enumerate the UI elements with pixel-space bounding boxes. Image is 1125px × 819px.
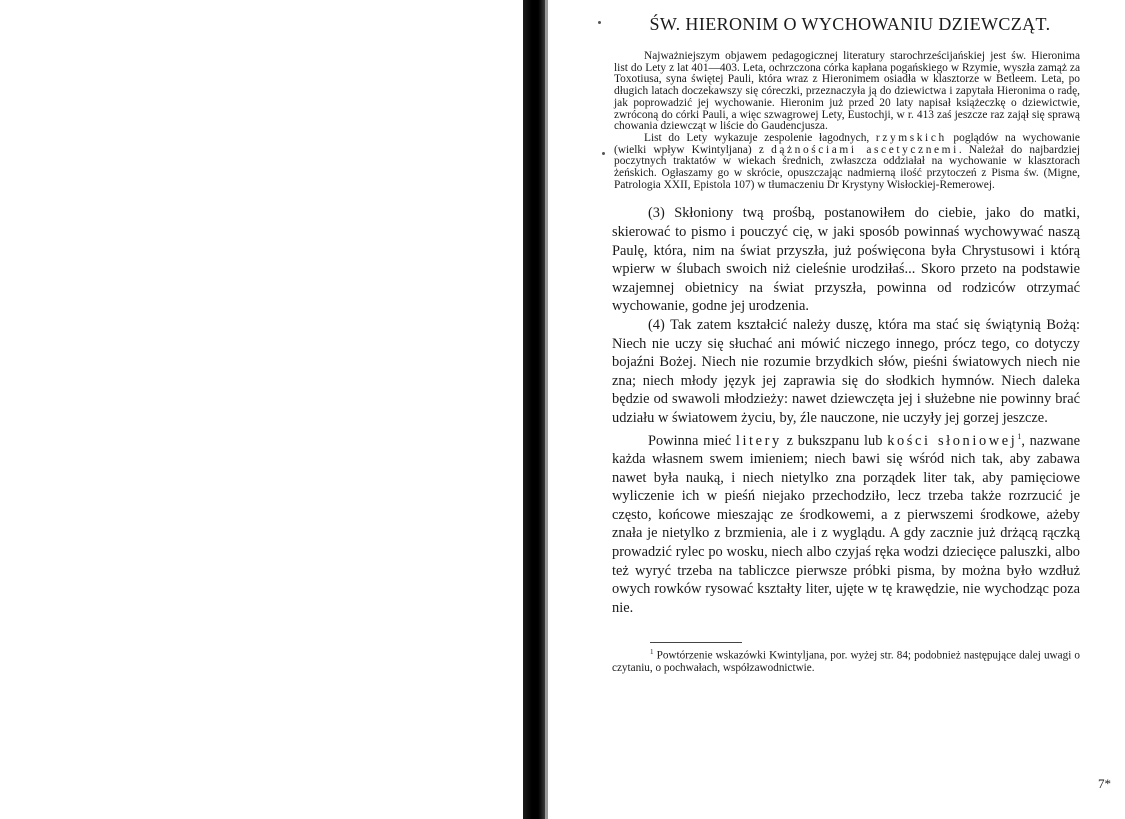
footnote-rule [650, 642, 742, 643]
body-paragraph-1: (3) Skłoniony twą prośbą, postanowiłem do ciebie, jako do matki, skierować to pismo i pouczyć cię, w jaki sposób powinnaś wychowywać naszą Paulę, która, nim na świat przyszła, już poświęcona była Chrystusowi i którą wpierw w ślubach swoich niż cieleśnie urodziłaś... Skoro przeto na podstawie wzajemnej obietnicy na świat przyszła, powinna od rodziców otrzymać wychowanie, godne jej urodzenia. [612, 205, 1080, 315]
main-text [612, 204, 1080, 617]
footnote [612, 647, 1080, 674]
intro-text: poglądów na wychowanie (wielki wpływ Kwintyljana) z [614, 131, 1080, 156]
body-paragraph-3 [612, 428, 1080, 618]
body-spaced-word: kości słoniowej [887, 432, 1018, 449]
body-text: , nazwane każda własnem swem imieniem; niech bawi się wśród nich tak, aby zabawa nawet była nauką, i niech nietylko zna porządek liter tak, aby pamięciowe wyliczenie ich w pieśń niejako przechodziło, lecz trzeba także rozrzucić je często, końcowe mieszając ze środkowemi, a z pierwszemi środkowe, ażeby znała je nietylko z brzmienia, ale i z wyglądu. A gdy zacznie już drżącą rączką prowadzić rylec po wosku, niech albo czyjaś ręka wodzi dziecięce paluszki, albo też wyryć trzeba na tabliczce pierwsze próbki pisma, by można było wzdłuż owych rowków rysować kształty liter, ujęte w tę krawędzie, nie wychodząc poza nie. [612, 432, 1081, 616]
body-spaced-word: litery [735, 432, 782, 449]
body-paragraph-2: (4) Tak zatem kształcić należy duszę, która ma stać się świątynią Bożą: Niech nie uczy się słuchać ani mówić niczego innego, prócz tego, co dotyczy bojaźni Bożej. Niech nie rozumie brzydkich słów, pieśni światowych niech nie zna; niech młody język jej zaprawia się do słodkich hymnów. Niech daleka będzie od swawoli młodzieży: nawet dziewczęta jej i służebne nie powinny brać udziału w światowem życiu, by, źle nauczone, nie uczyły jej gorzej jeszcze. [612, 317, 1080, 426]
intro-text: . Należał do najbardziej poczytnych traktatów w wiekach średnich, zwłaszcza oddziałał na wychowanie w klasztorach żeńskich. Ogłaszamy go w skrócie, opuszczając nadmierną ilość przytoczeń z Pisma św. (Migne, Patrologia XXII, Epistola 107) w tłumaczeniu Dr Krystyny Wisłockiej-Remerowej. [614, 143, 1080, 191]
scan-spine-edge [545, 0, 548, 819]
scan-speck [602, 152, 605, 155]
book-page [612, 10, 1080, 675]
intro-spaced-word: dążnościami ascetycznemi [771, 143, 959, 156]
body-text: z bukszpanu lub [781, 432, 888, 449]
scan-spine [523, 0, 545, 819]
intro-text: List do Lety wykazuje zespolenie łagodnych, [644, 131, 876, 144]
footnote-marker: 1 [650, 648, 654, 657]
footnote-reference: 1 [1017, 431, 1022, 441]
intro-paragraph-1: Najważniejszym objawem pedagogicznej literatury starochrześcijańskiej jest św. Hieronima list do Lety z lat 401—403. Leta, ochrzczona córka kapłana pogańskiego w Rzymie, wyszła zamąż za Toxotiusa, syna świętej Pauli, która wraz z Hieronimem osiadła w klasztorze w Betleem. Leta, po długich latach doczekawszy się córeczki, przeznaczyła ją do dziewictwa i zapytała Hieronima o radę, jak poprowadzić jej wychowanie. Hieronim już przed 20 laty napisał książeczkę o dziewictwie, zwróconą do córki Pauli, a więc szwagrowej Lety, Eustochji, w r. 413 zaś jeszcze raz zajął się sprawą chowania dziewcząt w liście do Gaudencjusza. [614, 50, 1080, 133]
page-number: 7* [1098, 776, 1111, 791]
intro-section [612, 51, 1080, 191]
scan-speck [598, 21, 601, 24]
page-title: ŚW. HIERONIM O WYCHOWANIU DZIEWCZĄT. [649, 14, 1051, 34]
footnote-text: Powtórzenie wskazówki Kwintyljana, por. wyżej str. 84; podobnież następujące dalej uwagi o czytaniu, o pochwałach, współzawodnictwie. [612, 650, 1081, 674]
intro-paragraph-2 [614, 133, 1080, 192]
body-text: Powinna mieć [648, 432, 736, 449]
intro-spaced-word: rzymskich [875, 131, 947, 144]
